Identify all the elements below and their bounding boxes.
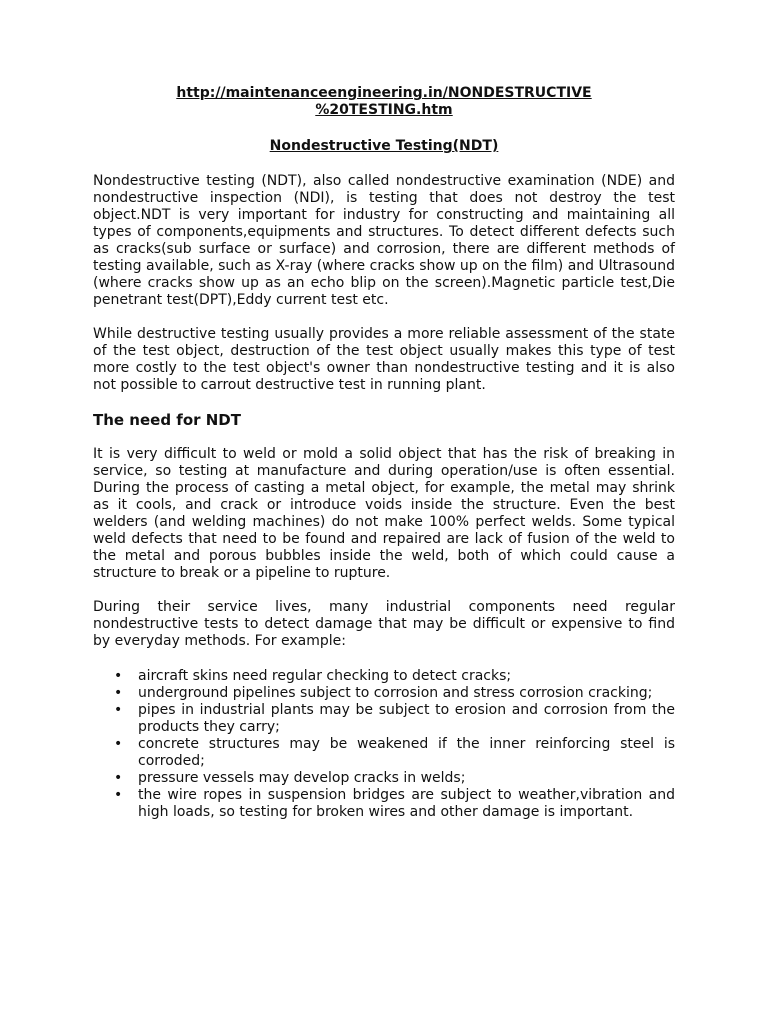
list-item [93,736,675,770]
bullet-icon: • [114,770,123,786]
section-paragraph-1: It is very difficult to weld or mold a solid object that has the risk of breaking in service, so testing at manufacture and during operation/use is often essential. During the process of casting a metal object, for example, the metal may shrink as it cools, and crack or introduce voids inside the structure. Even the best welders (and welding machines) do not make 100% perfect welds. Some typical weld defects that need to be found and repaired are lack of fusion of the weld to the metal and porous bubbles inside the weld, both of which could cause a structure to break or a pipeline to rupture. [93,446,675,581]
list-item-text: concrete structures may be weakened if the inner reinforcing steel is corroded; [138,736,675,769]
list-item-text: underground pipelines subject to corrosion and stress corrosion cracking; [138,685,653,701]
list-item-text: the wire ropes in suspension bridges are subject to weather,vibration and high loads, so testing for broken wires and other damage is important. [138,787,675,820]
list-item-text: aircraft skins need regular checking to detect cracks; [138,668,512,684]
section-paragraph-2: During their service lives, many industrial components need regular nondestructive tests to detect damage that may be difficult or expensive to find by everyday methods. For example: [93,599,675,649]
document-title: Nondestructive Testing(NDT) [269,138,499,154]
bullet-icon: • [114,702,123,718]
intro-paragraph-2: While destructive testing usually provides a more reliable assessment of the state of the test object, destruction of the test object usually makes this type of test more costly to the test object's owner than nondestructive testing and it is also not possible to carrout destructive test in running plant. [93,326,675,393]
bullet-icon: • [114,736,123,752]
list-item-text: pipes in industrial plants may be subject to erosion and corrosion from the products they carry; [138,702,675,735]
list-item [93,685,675,702]
bullet-icon: • [114,787,123,803]
source-url-line2[interactable]: %20TESTING.htm [315,102,453,118]
list-item-text: pressure vessels may develop cracks in welds; [138,770,466,786]
list-item [93,787,675,821]
list-item [93,702,675,736]
examples-list [93,668,675,821]
source-url-link[interactable] [176,85,591,118]
intro-paragraph-1: Nondestructive testing (NDT), also called nondestructive examination (NDE) and nondestructive inspection (NDI), is testing that does not destroy the test object.NDT is very important for industry for constructing and maintaining all types of components,equipments and structures. To detect different defects such as cracks(sub surface or surface) and corrosion, there are different methods of testing available, such as X-ray (where cracks show up on the film) and Ultrasound (where cracks show up as an echo blip on the screen).Magnetic particle test,Die penetrant test(DPT),Eddy current test etc. [93,173,675,308]
source-url-line1[interactable]: http://maintenanceengineering.in/NONDESTRUCTIVE [176,85,592,101]
list-item [93,770,675,787]
source-url[interactable] [93,85,675,119]
section-heading: The need for NDT [93,411,241,429]
bullet-icon: • [114,668,123,684]
list-item [93,668,675,685]
bullet-icon: • [114,685,123,701]
